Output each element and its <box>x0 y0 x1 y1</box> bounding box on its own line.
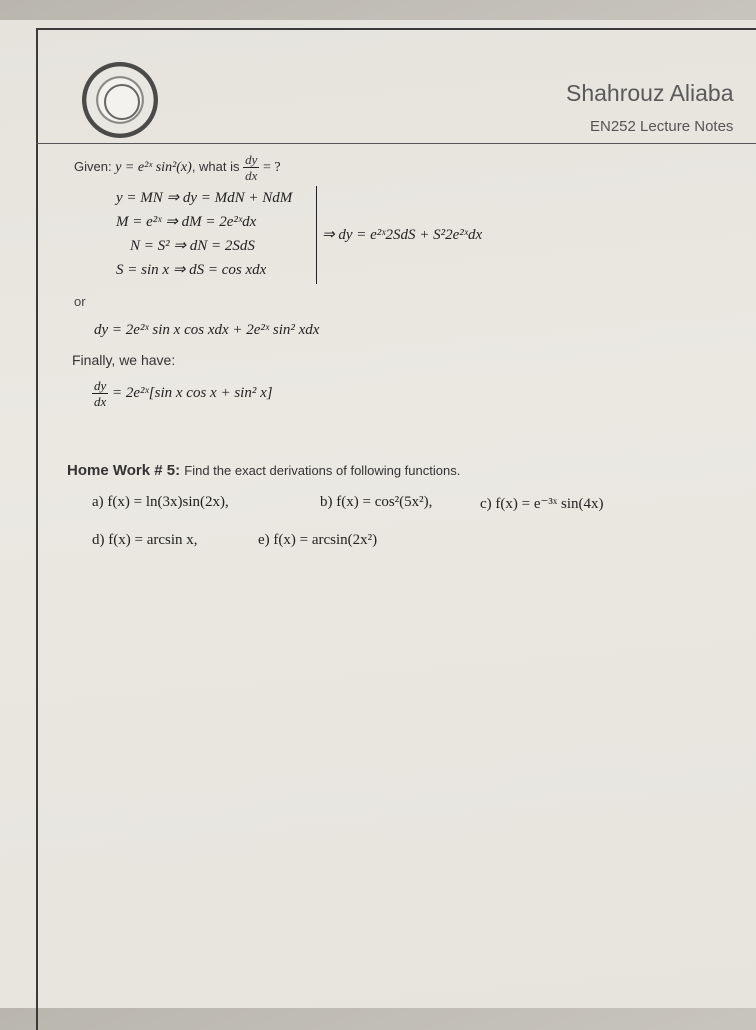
homework-title: Home Work # 5: <box>67 462 181 479</box>
given-question: , what is <box>191 158 240 174</box>
steps-bracket <box>316 186 317 284</box>
given-equation: y = e²ˣ sin²(x) <box>115 159 192 175</box>
given-frac-den: dx <box>245 168 258 183</box>
final-frac-num: dy <box>94 378 107 393</box>
or-label: or <box>74 294 86 309</box>
author-name: Shahrouz Aliaba <box>566 80 734 106</box>
homework-problem-b: b) f(x) = cos²(5x²), <box>320 494 433 510</box>
homework-problem-e: e) f(x) = arcsin(2x²) <box>258 532 378 548</box>
given-ask: = ? <box>263 159 281 175</box>
step-line-4: S = sin x ⇒ dS = cos xdx <box>116 262 267 278</box>
final-rhs: = 2e²ˣ[sin x cos x + sin² x] <box>112 384 273 401</box>
homework-instructions: Find the exact derivations of following functions. <box>184 463 461 478</box>
university-seal-logo <box>82 62 158 138</box>
given-label: Given: <box>74 158 112 174</box>
given-frac-num: dy <box>245 152 258 167</box>
final-derivative-fraction <box>92 378 108 409</box>
header-divider <box>36 143 756 144</box>
homework-problem-c: c) f(x) = e⁻³ˣ sin(4x) <box>480 496 604 512</box>
homework-problem-a: a) f(x) = ln(3x)sin(2x), <box>92 494 229 510</box>
finally-label: Finally, we have: <box>72 352 176 368</box>
final-frac-den: dx <box>94 394 107 409</box>
homework-heading <box>67 462 460 479</box>
step-line-2: M = e²ˣ ⇒ dM = 2e²ˣdx <box>116 214 257 230</box>
seal-center-emblem <box>104 84 140 120</box>
homework-problem-d: d) f(x) = arcsin x, <box>92 532 198 548</box>
result-side-equation: ⇒ dy = e²ˣ2SdS + S²2e²ˣdx <box>322 227 483 243</box>
dy-expression: dy = 2e²ˣ sin x cos xdx + 2e²ˣ sin² xdx <box>94 322 320 338</box>
given-line <box>74 152 281 183</box>
given-derivative-fraction <box>243 152 259 183</box>
final-result <box>92 378 273 409</box>
step-line-3: N = S² ⇒ dN = 2SdS <box>130 238 255 254</box>
course-title: EN252 Lecture Notes <box>590 118 734 135</box>
step-line-1: y = MN ⇒ dy = MdN + NdM <box>116 190 293 206</box>
